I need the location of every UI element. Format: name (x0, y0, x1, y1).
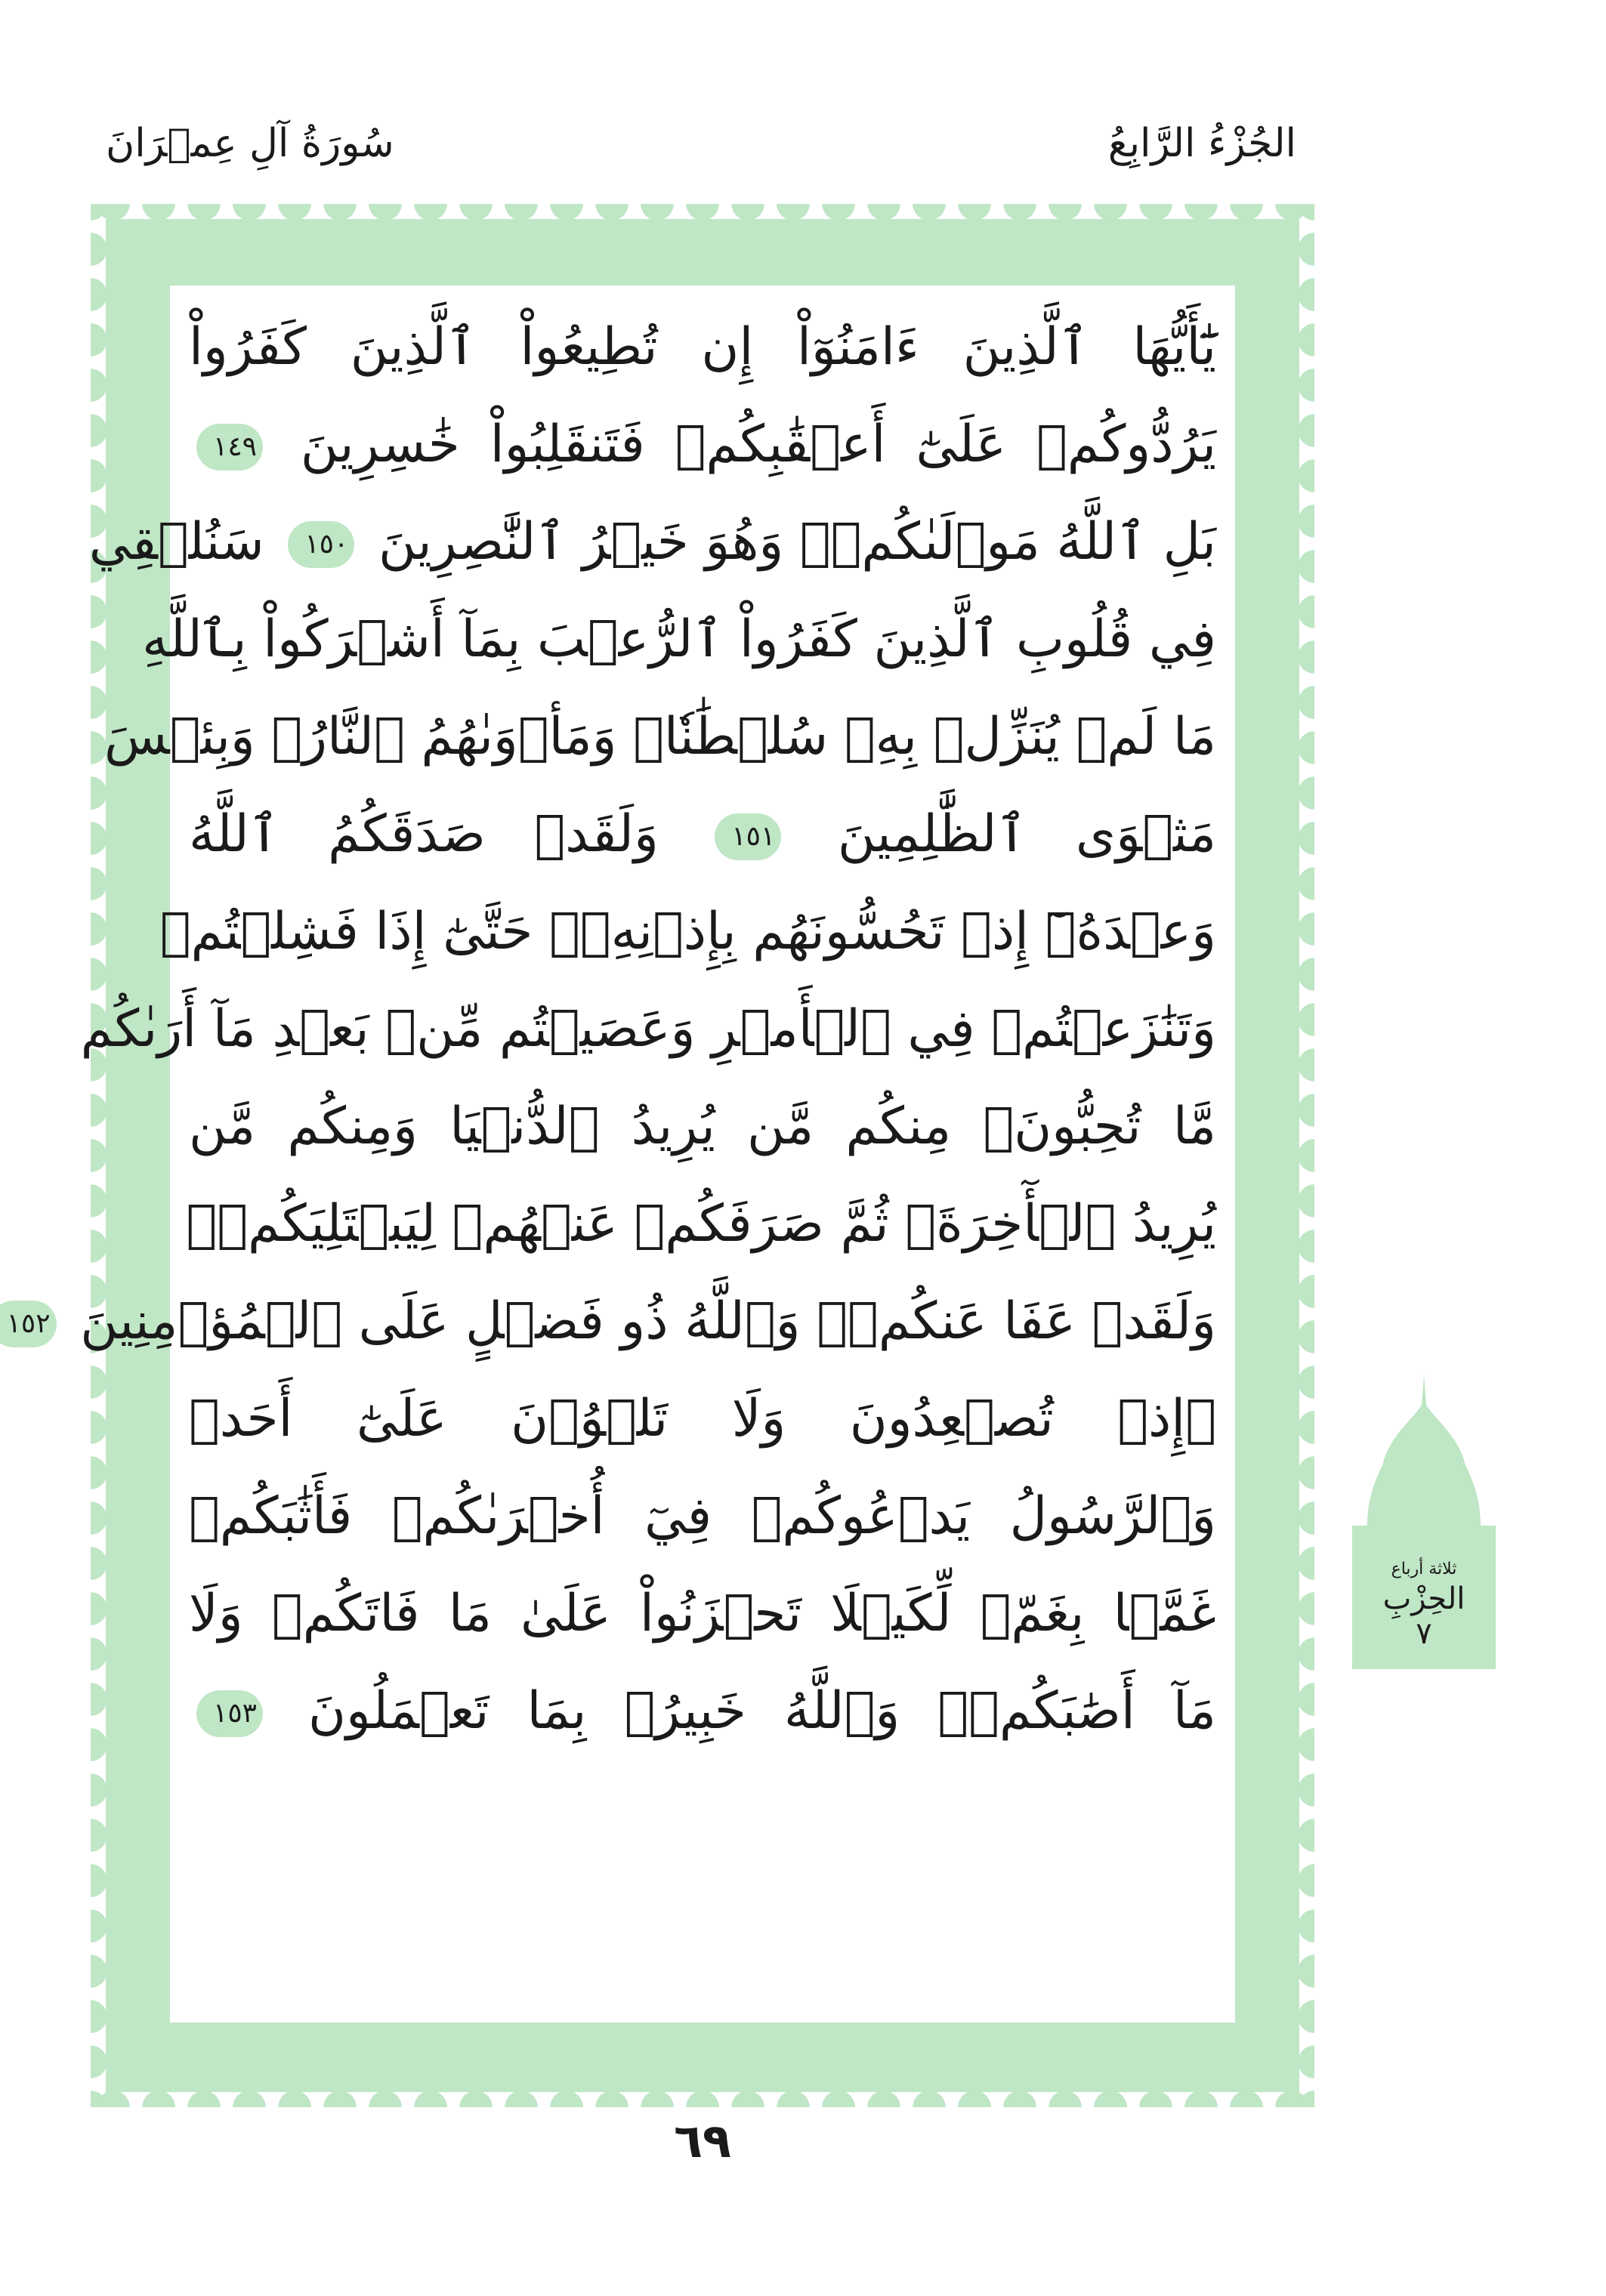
verse-line (142, 591, 1216, 688)
verse-text: وَلَقَدۡ صَدَقَكُمُ ٱللَّهُ (189, 804, 659, 864)
verse-line (103, 688, 1216, 785)
verse-text: فِي قُلُوبِ ٱلَّذِينَ كَفَرُواْ ٱلرُّعۡبَ بِمَآ أَشۡرَكُواْ بِٱللَّهِ (142, 609, 1216, 669)
verse-text: ۞إِذۡ تُصۡعِدُونَ وَلَا تَلۡوُۥنَ عَلَىٰٓ أَحَدٖ (189, 1389, 1216, 1449)
hizb-label: الحِزْبِ (1382, 1582, 1465, 1616)
verse-line (88, 493, 1216, 591)
hizb-number: ٧ (1416, 1616, 1432, 1651)
ayah-number-marker: ١٤٩ (196, 424, 263, 471)
juz-title: الجُزْءُ الرَّابِعُ (1107, 121, 1296, 166)
verse-lines (6, 298, 1216, 1760)
verse-text: يَٰٓأَيُّهَا ٱلَّذِينَ ءَامَنُوٓاْ إِن تُطِيعُواْ ٱلَّذِينَ كَفَرُواْ (189, 317, 1216, 377)
verse-line (80, 980, 1216, 1078)
verse-text: مَّا تُحِبُّونَۚ مِنكُم مَّن يُرِيدُ ٱلدُّنۡيَا وَمِنكُم مَّن (189, 1097, 1216, 1156)
verse-line (189, 1370, 1216, 1467)
verse-line (189, 1565, 1216, 1662)
verse-line (189, 1662, 1216, 1760)
verse-text: وَعۡدَهُۥٓ إِذۡ تَحُسُّونَهُم بِإِذۡنِهِۦۖ حَتَّىٰٓ إِذَا فَشِلۡتُمۡ (159, 902, 1216, 961)
ayah-number-marker: ١٥١ (715, 813, 781, 860)
verse-line (6, 1273, 1216, 1370)
verse-line (189, 1467, 1216, 1565)
verse-text: وَتَنَٰزَعۡتُمۡ فِي ٱلۡأَمۡرِ وَعَصَيۡتُم مِّنۢ بَعۡدِ مَآ أَرَىٰكُم (80, 999, 1216, 1059)
verse-line (159, 883, 1216, 980)
surah-title: سُورَةُ آلِ عِمۡرَانَ (106, 121, 394, 166)
hizb-quarter-label: ثلاثة أرباع (1391, 1560, 1457, 1578)
verse-line (189, 785, 1216, 883)
verse-text: سَنُلۡقِي (88, 512, 264, 572)
verse-text: وَٱلرَّسُولُ يَدۡعُوكُمۡ فِيٓ أُخۡرَىٰكُمۡ فَأَثَٰبَكُمۡ (189, 1486, 1216, 1546)
verse-text: يُرِيدُ ٱلۡأٓخِرَةَۚ ثُمَّ صَرَفَكُمۡ عَنۡهُمۡ لِيَبۡتَلِيَكُمۡۖ (186, 1194, 1216, 1254)
ayah-number-marker: ١٥٣ (196, 1690, 263, 1737)
page-number: ٦٩ (674, 2113, 731, 2168)
verse-text: مَآ أَصَٰبَكُمۡۗ وَٱللَّهُ خَبِيرُۢ بِمَا تَعۡمَلُونَ (308, 1681, 1216, 1741)
verse-text: غَمَّۢا بِغَمّٖ لِّكَيۡلَا تَحۡزَنُواْ عَلَىٰ مَا فَاتَكُمۡ وَلَا (189, 1584, 1216, 1643)
verse-line (186, 1175, 1216, 1273)
hizb-marker (1352, 1375, 1496, 1669)
verse-text: وَلَقَدۡ عَفَا عَنكُمۡۗ وَٱللَّهُ ذُو فَضۡلٍ عَلَى ٱلۡمُؤۡمِنِينَ (80, 1292, 1216, 1351)
verse-line (189, 1078, 1216, 1175)
verse-text: مَثۡوَى ٱلظَّٰلِمِينَ (837, 804, 1216, 864)
verse-text: بَلِ ٱللَّهُ مَوۡلَىٰكُمۡۖ وَهُوَ خَيۡرُ ٱلنَّٰصِرِينَ (378, 512, 1216, 572)
verse-line (189, 298, 1216, 396)
ayah-number-marker: ١٥٢ (0, 1301, 57, 1347)
verse-text: يَرُدُّوكُمۡ عَلَىٰٓ أَعۡقَٰبِكُمۡ فَتَنقَلِبُواْ خَٰسِرِينَ (300, 415, 1216, 474)
verse-text: مَا لَمۡ يُنَزِّلۡ بِهِۦ سُلۡطَٰنٗاۖ وَمَأۡوَىٰهُمُ ٱلنَّارُۖ وَبِئۡسَ (103, 707, 1216, 767)
ayah-number-marker: ١٥٠ (288, 521, 354, 568)
verse-line (189, 396, 1216, 493)
